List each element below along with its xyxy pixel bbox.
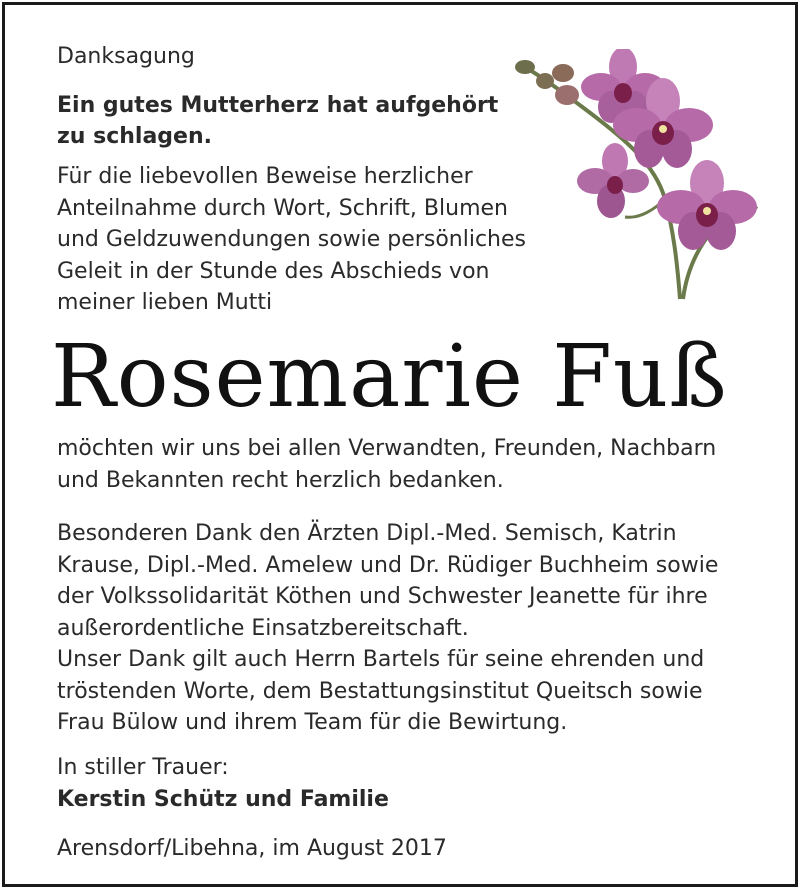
lead-line: Ein gutes Mutterherz hat aufgehört zu schlagen. <box>57 93 499 149</box>
orchid-flower-icon <box>505 49 767 305</box>
special-thanks-paragraph: Besonderen Dank den Ärzten Dipl.-Med. Semisch, Katrin Krause, Dipl.-Med. Amelew und Dr. Rüdiger Buchheim sowie der Volkssolidarität Köthen und Schwester Jeanette für ihre außerordentliche Einsatzbereitschaft. Unser Dank gilt auch Herrn Bartels für seine ehrenden und tröstenden Worte, dem Bestattungsinstitut Queitsch sowie Frau Bülow und ihrem Team für die Bewirtung. <box>57 521 719 735</box>
mourners-name: Kerstin Schütz und Familie <box>57 787 389 812</box>
deceased-name: Rosemarie Fuß <box>51 327 728 427</box>
intro-paragraph: Für die liebevollen Beweise herzlicher Anteilnahme durch Wort, Schrift, Blumen und Geldzuwendungen sowie persönliches Geleit in der Stunde des Abschieds von meiner lieben Mutti <box>57 164 526 315</box>
thanks-paragraph: möchten wir uns bei allen Verwandten, Freunden, Nachbarn und Bekannten recht herzlich bedanken. <box>57 436 717 493</box>
notice-label: Danksagung <box>57 44 195 69</box>
mourning-intro: In stiller Trauer: <box>57 755 229 780</box>
notice-frame <box>2 2 798 887</box>
place-date: Arensdorf/Libehna, im August 2017 <box>57 836 447 861</box>
